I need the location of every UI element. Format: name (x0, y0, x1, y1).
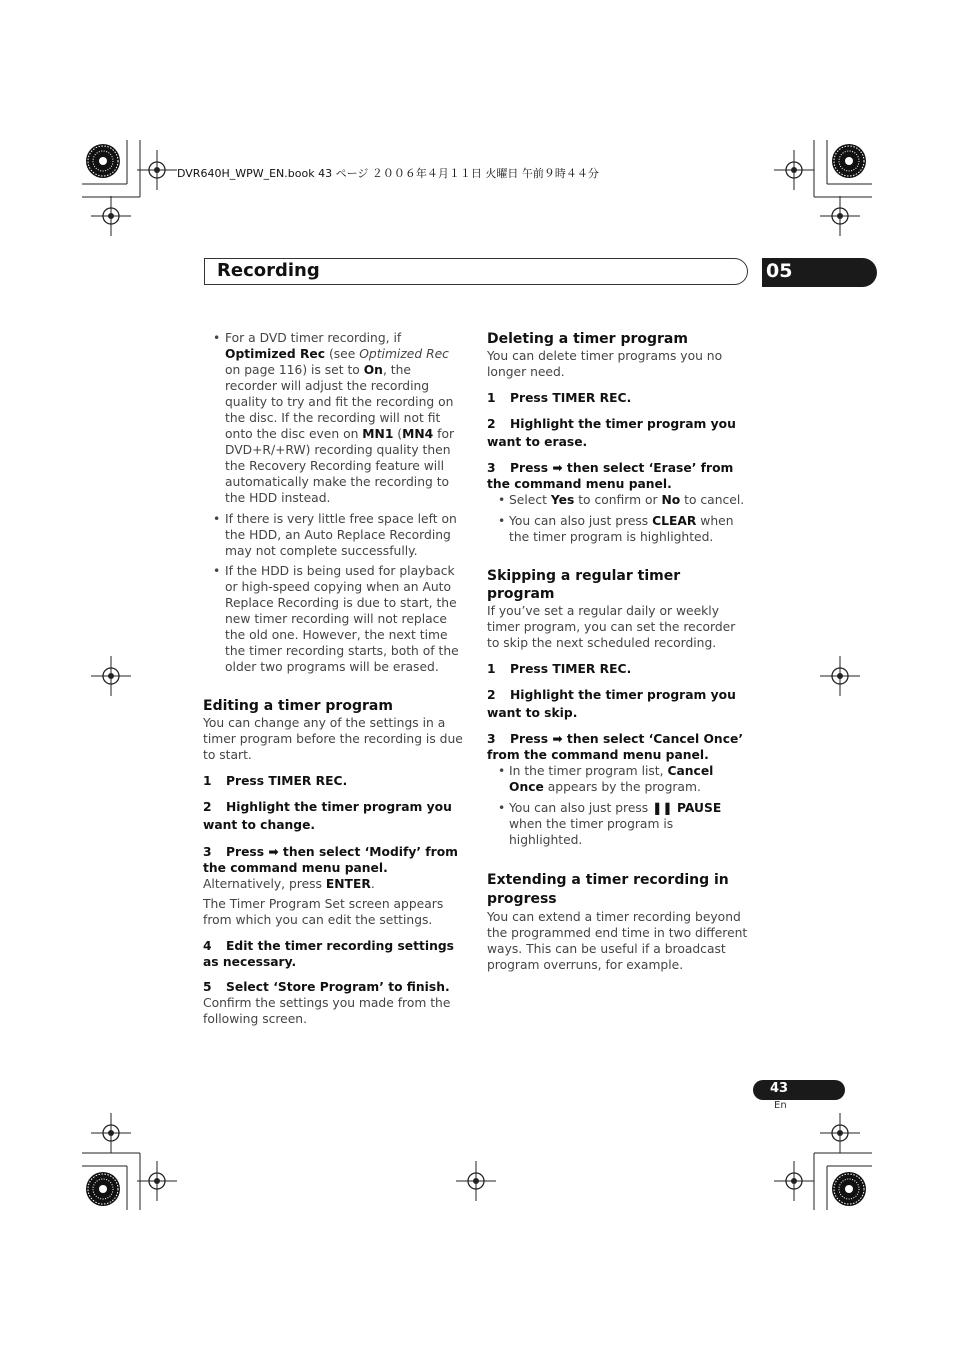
skipping-heading: Skipping a regular timer program (487, 568, 681, 602)
extending-heading: Extending a timer recording in progress (487, 872, 729, 907)
chapter-number: 05 (766, 260, 793, 282)
editing-para: The Timer Program Set screen appears from which you can edit the settings. (203, 897, 444, 927)
note-optimized-rec: • For a DVD timer recording, if Optimized Rec (see Optimized Rec on page 116) is set to On, the recorder will adjust the recording quality to try and fit the recording on the disc. If the recording will not fit onto the disc even on MN1 (MN4 for DVD+R/+RW) recording quality then the Recovery Recording feature will automatically make the recording to the HDD instead. (203, 330, 465, 506)
right-arrow-icon: ➡ (552, 732, 563, 746)
left-column (203, 330, 465, 1027)
skipping-note-list: • In the timer program list, Cancel Once appears by the program. (487, 763, 749, 795)
deleting-notes (487, 492, 749, 545)
skipping-intro: If you’ve set a regular daily or weekly timer program, you can set the recorder to skip the next scheduled recording. (487, 604, 736, 650)
sunburst-mark-top-left (86, 144, 120, 178)
deleting-step-2: 2 Highlight the timer program you want to erase. (487, 417, 736, 449)
extending-intro: You can extend a timer recording beyond the programmed end time in two different ways. This can be useful if a broadcast program overruns, for example. (487, 910, 748, 972)
deleting-intro: You can delete timer programs you no longer need. (487, 349, 723, 379)
editing-intro: You can change any of the settings in a timer program before the recording is due to start. (203, 716, 463, 762)
sunburst-mark-bottom-right (832, 1172, 866, 1206)
deleting-step-3: 3 Press ➡ then select ‘Erase’ from the command menu panel. (487, 461, 734, 491)
skipping-notes (487, 763, 749, 848)
book-file-header: DVR640H_WPW_EN.book 43 ページ ２００６年４月１１日 火曜日 午前９時４４分 (177, 167, 599, 180)
deleting-note-confirm: • Select Yes to confirm or No to cancel. (487, 492, 749, 508)
chapter-number-tab (762, 258, 877, 287)
editing-step-5-note: Confirm the settings you made from the following screen. (203, 996, 451, 1026)
editing-step-1: 1 Press TIMER REC. (203, 774, 348, 788)
pause-icon: ❚❚ PAUSE (652, 801, 722, 815)
note-free-space: • If there is very little free space left on the HDD, an Auto Replace Recording may not complete successfully. (203, 511, 465, 559)
editing-step-3-alt: Alternatively, press ENTER. (203, 877, 375, 891)
deleting-note-clear: • You can also just press CLEAR when the timer program is highlighted. (487, 513, 749, 545)
editing-step-4: 4 Edit the timer recording settings as necessary. (203, 939, 454, 969)
skipping-note-pause: • You can also just press ❚❚ PAUSE when the timer program is highlighted. (487, 800, 749, 848)
page-number: 43 (770, 1081, 789, 1096)
notes-list (203, 330, 465, 675)
skipping-step-3: 3 Press ➡ then select ‘Cancel Once’ from the command menu panel. (487, 732, 743, 762)
editing-heading: Editing a timer program (203, 698, 393, 714)
page-language: En (774, 1100, 787, 1111)
editing-step-2: 2 Highlight the timer program you want to change. (203, 800, 452, 832)
sunburst-mark-top-right (832, 144, 866, 178)
sunburst-mark-bottom-left (86, 1172, 120, 1206)
right-arrow-icon: ➡ (268, 845, 279, 859)
editing-step-5: 5 Select ‘Store Program’ to finish. (203, 980, 450, 994)
note-hdd-busy: • If the HDD is being used for playback or high-speed copying when an Auto Replace Recording is due to start, the new timer recording will not replace the old one. However, the next time the timer recording starts, both of the older two programs will be erased. (203, 563, 465, 675)
page-number-tab (753, 1080, 845, 1100)
chapter-title-bar (204, 258, 748, 285)
chapter-title: Recording (217, 260, 320, 281)
editing-step-3: 3 Press ➡ then select ‘Modify’ from the command menu panel. (203, 845, 458, 875)
deleting-heading: Deleting a timer program (487, 331, 688, 347)
skipping-step-2: 2 Highlight the timer program you want to skip. (487, 688, 736, 720)
right-arrow-icon: ➡ (552, 461, 563, 475)
right-column (487, 330, 749, 973)
deleting-step-1: 1 Press TIMER REC. (487, 391, 632, 405)
skipping-step-1: 1 Press TIMER REC. (487, 662, 632, 676)
